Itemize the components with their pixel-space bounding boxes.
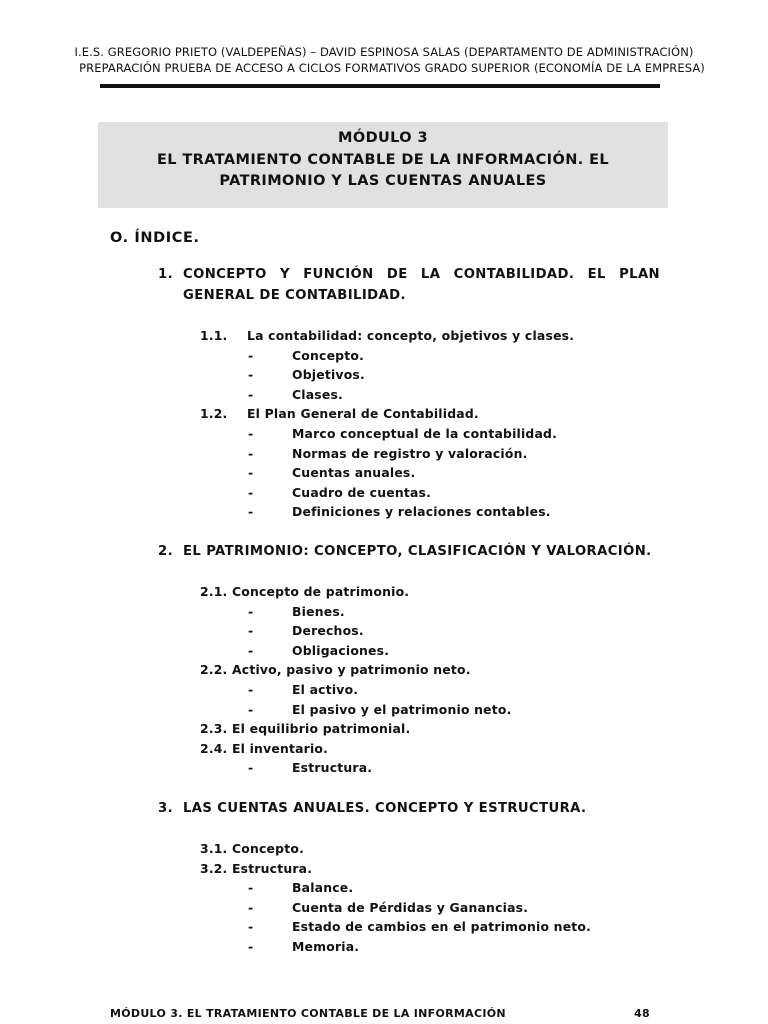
header-rule bbox=[100, 84, 660, 88]
list-item-text: Derechos. bbox=[292, 623, 364, 639]
list-item-text: El activo. bbox=[292, 682, 359, 697]
index-subsection bbox=[200, 326, 574, 346]
module-number: MÓDULO 3 bbox=[338, 130, 428, 146]
dash-bullet: - bbox=[248, 760, 254, 776]
list-item-text: Balance. bbox=[292, 880, 354, 896]
header-line-school: I.E.S. GREGORIO PRIETO (VALDEPEÑAS) – DAVID ESPINOSA SALAS (DEPARTAMENTO DE ADMINISTRACIÓN) bbox=[74, 45, 694, 59]
list-item-text: Clases. bbox=[292, 386, 343, 402]
subsection-title: La contabilidad: concepto, objetivos y clases. bbox=[247, 328, 575, 343]
subsection-title: El inventario. bbox=[227, 740, 329, 756]
list-item-text: Memoria. bbox=[292, 939, 360, 954]
module-title-line-2: PATRIMONIO Y LAS CUENTAS ANUALES bbox=[219, 173, 547, 189]
index-subsection bbox=[200, 660, 471, 680]
section-title: LAS CUENTAS ANUALES. CONCEPTO Y ESTRUCTURA. bbox=[183, 801, 587, 816]
dash-bullet: - bbox=[248, 367, 254, 383]
index-section-2 bbox=[158, 541, 660, 562]
index-subsection bbox=[200, 859, 312, 879]
dash-bullet: - bbox=[248, 939, 254, 954]
dash-bullet: - bbox=[248, 445, 254, 461]
dash-bullet: - bbox=[248, 465, 254, 481]
dash-bullet: - bbox=[248, 386, 254, 402]
list-item-text: Obligaciones. bbox=[292, 642, 390, 658]
footer-title: MÓDULO 3. EL TRATAMIENTO CONTABLE DE LA INFORMACIÓN bbox=[110, 1007, 506, 1020]
index-section-1 bbox=[158, 264, 660, 306]
section-title: CONCEPTO Y FUNCIÓN DE LA CONTABILIDAD. EL PLAN GENERAL DE CONTABILIDAD. bbox=[183, 267, 660, 303]
list-item-text: Cuadro de cuentas. bbox=[292, 484, 432, 500]
subsection-title: Estructura. bbox=[227, 860, 313, 876]
list-item-text: Estructura. bbox=[292, 760, 373, 776]
list-item-text: Cuentas anuales. bbox=[292, 465, 416, 481]
dash-bullet: - bbox=[248, 899, 254, 915]
subsection-title: Concepto. bbox=[227, 841, 304, 856]
page-number: 48 bbox=[634, 1007, 650, 1020]
list-item-text: Estado de cambios en el patrimonio neto. bbox=[292, 919, 592, 935]
subsection-number: 1.2. bbox=[200, 406, 228, 422]
subsection-number: 3.2. bbox=[200, 860, 228, 876]
index-heading: O. ÍNDICE. bbox=[110, 230, 200, 246]
index-subsection bbox=[200, 839, 304, 859]
dash-bullet: - bbox=[248, 682, 254, 697]
index-subsection bbox=[200, 404, 479, 424]
list-item-text: El pasivo y el patrimonio neto. bbox=[292, 701, 512, 717]
section-number: 2. bbox=[158, 544, 173, 559]
section-number: 3. bbox=[158, 801, 173, 816]
dash-bullet: - bbox=[248, 919, 254, 935]
list-item-text: Definiciones y relaciones contables. bbox=[292, 504, 551, 520]
dash-bullet: - bbox=[248, 623, 254, 639]
index-subsection bbox=[200, 582, 409, 602]
subsection-title: Concepto de patrimonio. bbox=[227, 584, 410, 599]
section-title: EL PATRIMONIO: CONCEPTO, CLASIFICACIÓN Y VALORACIÓN. bbox=[183, 544, 652, 559]
subsection-number: 2.1. bbox=[200, 584, 228, 599]
subsection-number: 2.3. bbox=[200, 721, 228, 737]
dash-bullet: - bbox=[248, 603, 254, 619]
index-subsection bbox=[200, 719, 410, 739]
header-line-course: PREPARACIÓN PRUEBA DE ACCESO A CICLOS FORMATIVOS GRADO SUPERIOR (ECONOMÍA DE LA EMPRESA) bbox=[79, 61, 705, 75]
dash-bullet: - bbox=[248, 642, 254, 658]
list-item-text: Concepto. bbox=[292, 347, 364, 363]
section-number: 1. bbox=[158, 267, 173, 282]
dash-bullet: - bbox=[248, 426, 254, 441]
subsection-number: 3.1. bbox=[200, 841, 228, 856]
dash-bullet: - bbox=[248, 347, 254, 363]
subsection-title: El Plan General de Contabilidad. bbox=[247, 406, 479, 422]
subsection-title: Activo, pasivo y patrimonio neto. bbox=[227, 662, 471, 678]
subsection-title: El equilibrio patrimonial. bbox=[227, 721, 411, 737]
list-item-text: Normas de registro y valoración. bbox=[292, 445, 528, 461]
subsection-number: 2.4. bbox=[200, 740, 228, 756]
dash-bullet: - bbox=[248, 701, 254, 717]
dash-bullet: - bbox=[248, 504, 254, 520]
module-title-line-1: EL TRATAMIENTO CONTABLE DE LA INFORMACIÓN. EL bbox=[156, 151, 610, 168]
index-section-3 bbox=[158, 798, 660, 819]
subsection-number: 1.1. bbox=[200, 328, 228, 343]
index-subsection bbox=[200, 739, 328, 759]
list-item-text: Bienes. bbox=[292, 603, 345, 619]
module-title-box bbox=[98, 122, 668, 208]
subsection-number: 2.2. bbox=[200, 662, 228, 678]
dash-bullet: - bbox=[248, 880, 254, 896]
list-item-text: Cuenta de Pérdidas y Ganancias. bbox=[292, 899, 529, 915]
page-header bbox=[0, 44, 768, 76]
list-item-text: Objetivos. bbox=[292, 367, 365, 383]
dash-bullet: - bbox=[248, 484, 254, 500]
list-item-text: Marco conceptual de la contabilidad. bbox=[292, 426, 558, 441]
